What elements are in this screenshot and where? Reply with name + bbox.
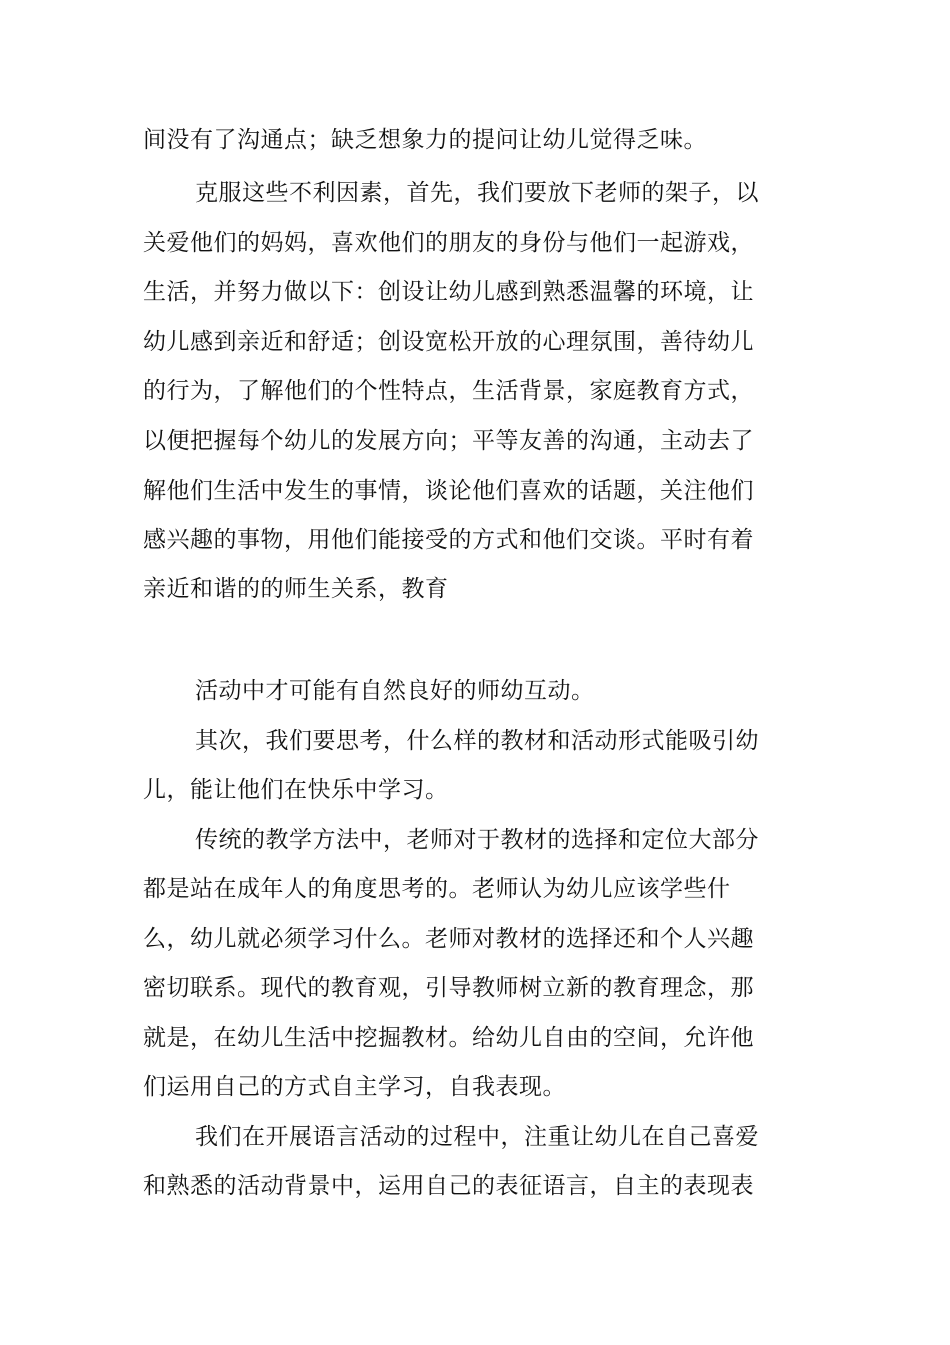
text-line: 都是站在成年人的角度思考的。老师认为幼儿应该学些什 bbox=[143, 876, 731, 902]
text-line: 密切联系。现代的教育观，引导教师树立新的教育理念，那 bbox=[143, 975, 754, 1001]
text-line: 们运用自己的方式自主学习，自我表现。 bbox=[143, 1074, 566, 1100]
text-line: 儿，能让他们在快乐中学习。 bbox=[143, 777, 449, 803]
text-line: 亲近和谐的的师生关系，教育 bbox=[143, 576, 449, 602]
text-line: 生活，并努力做以下：创设让幼儿感到熟悉温馨的环境，让 bbox=[143, 279, 754, 305]
text-line: 关爱他们的妈妈，喜欢他们的朋友的身份与他们一起游戏， bbox=[143, 230, 754, 256]
text-line: 和熟悉的活动背景中，运用自己的表征语言，自主的表现表 bbox=[143, 1173, 754, 1199]
text-line: 间没有了沟通点；缺乏想象力的提问让幼儿觉得乏味。 bbox=[143, 127, 707, 153]
paragraph-start: 传统的教学方法中，老师对于教材的选择和定位大部分 bbox=[195, 827, 759, 853]
paragraph-start: 其次，我们要思考，什么样的教材和活动形式能吸引幼 bbox=[195, 728, 759, 754]
text-line: 就是，在幼儿生活中挖掘教材。给幼儿自由的空间，允许他 bbox=[143, 1025, 754, 1051]
text-line: 么，幼儿就必须学习什么。老师对教材的选择还和个人兴趣 bbox=[143, 926, 754, 952]
paragraph-start: 我们在开展语言活动的过程中，注重让幼儿在自己喜爱 bbox=[195, 1124, 759, 1150]
text-line: 以便把握每个幼儿的发展方向；平等友善的沟通，主动去了 bbox=[143, 428, 754, 454]
text-line: 的行为，了解他们的个性特点，生活背景，家庭教育方式， bbox=[143, 378, 754, 404]
paragraph-start: 克服这些不利因素，首先，我们要放下老师的架子，以 bbox=[195, 180, 759, 206]
text-line: 幼儿感到亲近和舒适；创设宽松开放的心理氛围，善待幼儿 bbox=[143, 329, 754, 355]
text-line: 活动中才可能有自然良好的师幼互动。 bbox=[195, 678, 595, 704]
text-line: 解他们生活中发生的事情，谈论他们喜欢的话题，关注他们 bbox=[143, 478, 754, 504]
text-line: 感兴趣的事物，用他们能接受的方式和他们交谈。平时有着 bbox=[143, 527, 754, 553]
